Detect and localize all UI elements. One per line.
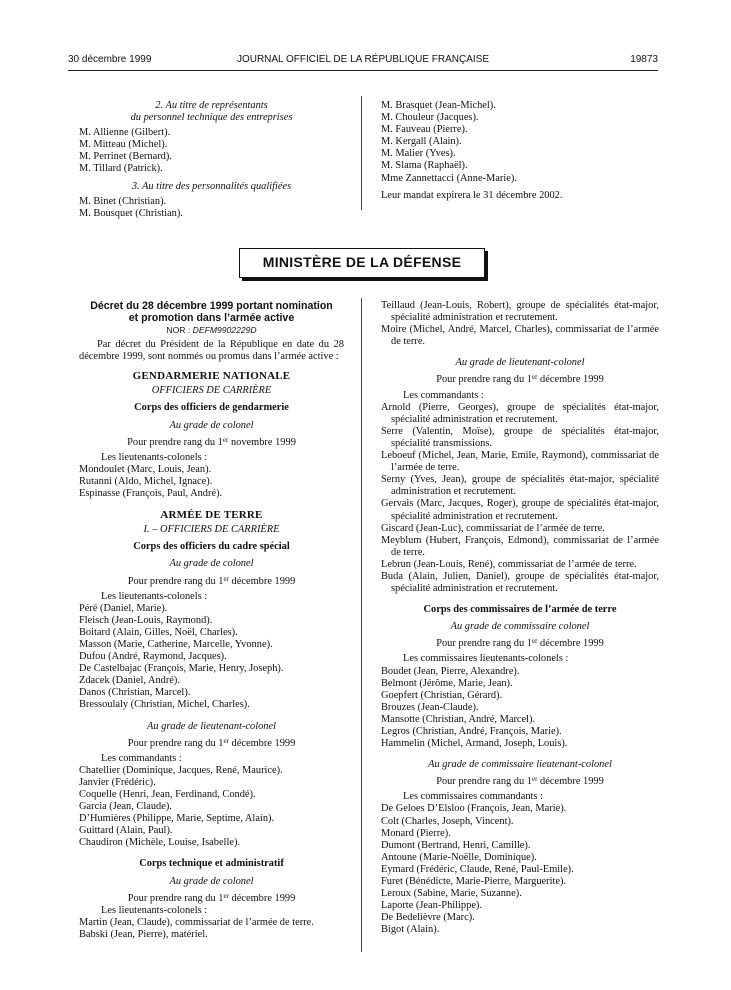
list-item: Leroux (Sabine, Marie, Suzanne). xyxy=(381,888,522,900)
list-item: Monard (Pierre). xyxy=(381,827,451,839)
list-item: M. Mitteau (Michel). xyxy=(79,139,168,151)
column-divider-bottom xyxy=(361,298,362,952)
nor-reference xyxy=(79,324,344,336)
list-item: Brouzes (Jean-Claude). xyxy=(381,701,479,713)
list-item: Legros (Christian, André, François, Marie). xyxy=(381,726,562,737)
list-item: Leboeuf (Michel, Jean, Marie, Emile, Raymond), commissariat de l’armée de terre. xyxy=(381,450,659,474)
grade-heading: Au grade de lieutenant-colonel xyxy=(147,720,276,732)
list-item: De Bedelièvre (Marc). xyxy=(381,912,475,924)
list-item: Babski (Jean, Pierre), matériel. xyxy=(79,928,208,940)
column-divider-top xyxy=(361,96,362,210)
list-item: M. Allienne (Gilbert). xyxy=(79,127,171,139)
list-item: Mondoulet (Marc, Louis, Jean). xyxy=(79,463,212,475)
armee-subtitle: I. – OFFICIERS DE CARRIÈRE xyxy=(143,524,280,536)
header-page-number: 19873 xyxy=(630,54,658,65)
rang-line: Pour prendre rang du 1er décembre 1999 xyxy=(127,574,296,587)
list-item: Meyblum (Hubert, François, Edmond), commissariat de l’armée de terre. xyxy=(381,534,659,558)
personnalites-list xyxy=(79,196,344,220)
list-item: Colt (Charles, Joseph, Vincent). xyxy=(381,815,514,827)
list-item: Péré (Daniel, Marie). xyxy=(79,602,168,614)
list-item: M. Slama (Raphaël). xyxy=(381,160,468,172)
ministry-heading-box xyxy=(239,248,485,278)
list-item: Dumont (Bertrand, Henri, Camille). xyxy=(381,839,531,851)
group-label: Les commandants : xyxy=(101,752,182,764)
list-item: Boitard (Alain, Gilles, Noël, Charles). xyxy=(79,626,238,638)
gendarmerie-heading: GENDARMERIE NATIONALE xyxy=(132,370,291,383)
top-left-column xyxy=(79,100,344,220)
list-item: Garcia (Jean, Claude). xyxy=(79,801,172,813)
list-item: Martin (Jean, Claude), commissariat de l’armée de terre. xyxy=(79,916,314,928)
list-item: Antoune (Marie-Noëlle, Dominique). xyxy=(381,851,537,863)
grade-heading: Au grade de colonel xyxy=(169,558,254,570)
armee-de-terre-heading: ARMÉE DE TERRE xyxy=(160,509,263,522)
header-date: 30 décembre 1999 xyxy=(68,54,152,65)
list-item: M. Binet (Christian). xyxy=(79,195,167,207)
list-item: De Geloes D’Elsloo (François, Jean, Marie). xyxy=(381,803,567,815)
rang-line: Pour prendre rang du 1er décembre 1999 xyxy=(436,637,604,650)
rang-line: Pour prendre rang du 1er décembre 1999 xyxy=(127,891,296,904)
grade-heading: Au grade de colonel xyxy=(169,419,254,431)
list-item: Serny (Yves, Jean), groupe de spécialités état-major, spécialité administration et recrutement. xyxy=(381,474,659,498)
mandate-expiry: Leur mandat expirera le 31 décembre 2002. xyxy=(381,189,563,201)
list-item: Rutanni (Aldo, Michel, Ignace). xyxy=(79,475,213,487)
group-label: Les lieutenants-colonels : xyxy=(101,451,208,463)
decree-title xyxy=(79,300,344,324)
list-item: M. Brasquet (Jean-Michel). xyxy=(381,100,496,111)
representants-list xyxy=(79,127,344,175)
list-item: Zdacek (Daniel, André). xyxy=(79,675,180,687)
list-item: Gervais (Marc, Jacques, Roger), groupe de spécialités état-major, spécialité administration et recrutement. xyxy=(381,498,659,522)
ministry-title: MINISTÈRE DE LA DÉFENSE xyxy=(262,254,462,270)
list-item: Hammelin (Michel, Armand, Joseph, Louis). xyxy=(381,738,568,750)
decree-intro: Par décret du Président de la République en date du 28 décembre 1999, sont nommés ou promus dans l’armée active : xyxy=(79,339,344,363)
group-label: Les commissaires lieutenants-colonels : xyxy=(403,653,569,665)
group-label: Les lieutenants-colonels : xyxy=(101,904,208,916)
rang-line: Pour prendre rang du 1er décembre 1999 xyxy=(436,373,604,386)
list-item: Belmont (Jérôme, Marie, Jean). xyxy=(381,677,513,689)
corps-technique: Corps technique et administratif xyxy=(139,858,284,870)
members-list xyxy=(381,100,659,185)
list-item: M. Chouleur (Jacques). xyxy=(381,112,479,124)
list-item: M. Fauveau (Pierre). xyxy=(381,124,468,136)
list-item: Espinasse (François, Paul, André). xyxy=(79,488,223,500)
corps-gendarmerie: Corps des officiers de gendarmerie xyxy=(134,402,289,414)
list-item: Buda (Alain, Julien, Daniel), groupe de spécialités état-major, spécialité administration et recrutement. xyxy=(381,570,659,595)
list-item: Chatellier (Dominique, Jacques, René, Maurice). xyxy=(79,764,283,776)
list-item: Eymard (Frédéric, Claude, René, Paul-Emile). xyxy=(381,863,574,875)
list-item: Arnold (Pierre, Georges), groupe de spécialités état-major, spécialité administration et recrutement. xyxy=(381,401,659,425)
header-rule xyxy=(68,70,658,71)
list-item: M. Malier (Yves). xyxy=(381,148,456,160)
list-item: M. Tillard (Patrick). xyxy=(79,163,163,175)
decree-title-line-1: Décret du 28 décembre 1999 portant nomination xyxy=(90,300,333,312)
rang-line: Pour prendre rang du 1er décembre 1999 xyxy=(436,775,604,788)
group-label: Les commandants : xyxy=(403,389,484,401)
group-label: Les commissaires commandants : xyxy=(403,791,543,803)
list-item: Furet (Bénédicte, Marie-Pierre, Marguerite). xyxy=(381,876,567,888)
nor-code: DEFM9902229D xyxy=(192,325,257,335)
list-item: Moire (Michel, André, Marcel, Charles), commissariat de l’armée de terre. xyxy=(381,324,659,348)
list-item: Laporte (Jean-Philippe). xyxy=(381,900,482,912)
list-item: Mansotte (Christian, André, Marcel). xyxy=(381,713,536,725)
grade-heading: Au grade de lieutenant-colonel xyxy=(455,357,585,369)
corps-cadre-special: Corps des officiers du cadre spécial xyxy=(133,541,290,553)
list-item: Coquelle (Henri, Jean, Ferdinand, Condé). xyxy=(79,789,256,800)
corps-commissaires: Corps des commissaires de l’armée de terre xyxy=(423,604,617,616)
list-item: Bressoulaly (Christian, Michel, Charles). xyxy=(79,699,250,711)
grade-heading: Au grade de colonel xyxy=(169,875,254,887)
list-item: Bigot (Alain). xyxy=(381,924,440,936)
list-item: Danos (Christian, Marcel). xyxy=(79,687,191,699)
decree-title-line-2: et promotion dans l’armée active xyxy=(128,312,295,324)
nor-label: NOR : xyxy=(166,325,193,335)
rang-line: Pour prendre rang du 1er décembre 1999 xyxy=(127,736,296,749)
list-item: D’Humières (Philippe, Marie, Septime, Alain). xyxy=(79,813,275,825)
rang-line: Pour prendre rang du 1er novembre 1999 xyxy=(127,435,296,448)
grade-heading: Au grade de commissaire lieutenant-colonel xyxy=(428,759,612,771)
list-item: Boudet (Jean, Pierre, Alexandre). xyxy=(381,665,520,677)
list-item: Mme Zannettacci (Anne-Marie). xyxy=(381,172,517,184)
heading-representants-2: du personnel technique des entreprises xyxy=(130,112,293,124)
running-header xyxy=(68,54,658,68)
list-item: M. Bousquet (Christian). xyxy=(79,207,183,219)
list-item: M. Perrinet (Bernard). xyxy=(79,151,172,163)
list-item: Masson (Marie, Catherine, Marcelle, Yvonne). xyxy=(79,638,273,650)
list-item: Serre (Valentin, Moïse), groupe de spécialités état-major, spécialité transmissions. xyxy=(381,425,659,449)
decree-right-column xyxy=(381,300,659,937)
decree-left-column xyxy=(79,300,344,941)
list-item: Teillaud (Jean-Louis, Robert), groupe de spécialités état-major, spécialité administration et recrutement. xyxy=(381,300,659,324)
grade-heading: Au grade de commissaire colonel xyxy=(450,621,590,633)
heading-personnalites: 3. Au titre des personnalités qualifiées xyxy=(131,180,292,192)
list-item: Goepfert (Christian, Gérard). xyxy=(381,689,503,701)
header-journal-title: JOURNAL OFFICIEL DE LA RÉPUBLIQUE FRANÇAISE xyxy=(236,54,490,65)
list-item: De Castelbajac (François, Marie, Henry, Joseph). xyxy=(79,663,284,675)
heading-representants: 2. Au titre de représentants xyxy=(155,100,268,111)
list-item: Guittard (Alain, Paul). xyxy=(79,825,173,837)
list-item: M. Kergall (Alain). xyxy=(381,136,462,148)
group-label: Les lieutenants-colonels : xyxy=(101,590,208,602)
gendarmerie-subtitle: OFFICIERS DE CARRIÈRE xyxy=(151,385,272,397)
list-item: Lebrun (Jean-Louis, René), commissariat de l’armée de terre. xyxy=(381,558,637,570)
top-right-column xyxy=(381,100,659,202)
list-item: Chaudiron (Michèle, Louise, Isabelle). xyxy=(79,837,241,849)
list-item: Dufou (André, Raymond, Jacques). xyxy=(79,651,227,663)
list-item: Giscard (Jean-Luc), commissariat de l’armée de terre. xyxy=(381,522,605,534)
list-item: Fleisch (Jean-Louis, Raymond). xyxy=(79,614,213,626)
list-item: Janvier (Frédéric). xyxy=(79,776,156,788)
